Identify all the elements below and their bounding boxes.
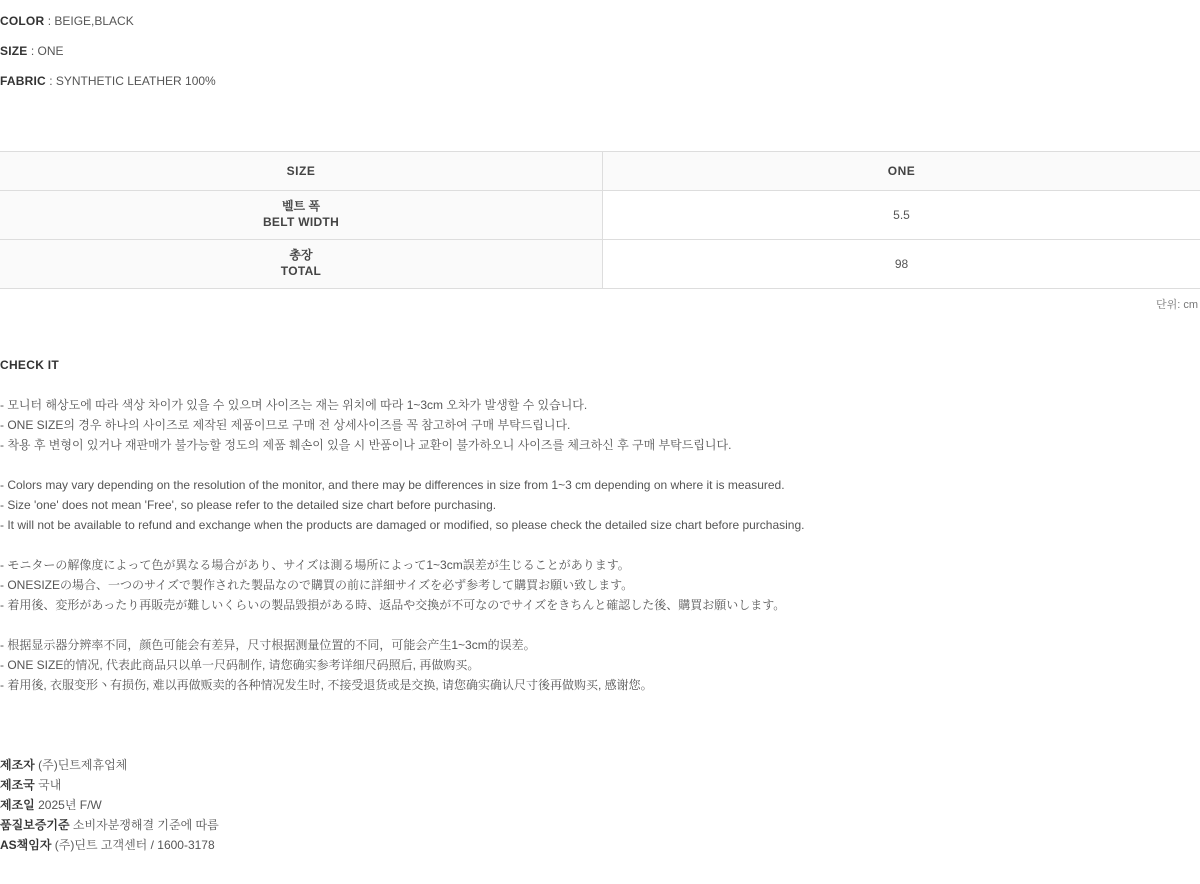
spec-row-fabric <box>0 66 1200 96</box>
maker-value-date: 2025년 F/W <box>38 798 102 812</box>
note-line: - モニターの解像度によって色が異なる場合があり、サイズは測る場所によって1~3cm誤差が生じることがあります。 <box>0 558 630 572</box>
header-size-one: ONE <box>603 152 1200 191</box>
spec-value-color: : BEIGE,BLACK <box>47 14 134 28</box>
note-group-korean <box>0 395 1200 455</box>
maker-label-country: 제조국 <box>0 778 35 792</box>
spec-row-color <box>0 6 1200 36</box>
maker-value-manufacturer: (주)딘트제휴업체 <box>38 758 128 772</box>
header-size-label: SIZE <box>0 152 603 191</box>
note-line: - It will not be available to refund and exchange when the products are damaged or modified, so please check the detailed size chart before purchasing. <box>0 518 805 532</box>
note-line: - Colors may vary depending on the resolution of the monitor, and there may be differences in size from 1~3 cm depending on where it is measured. <box>0 478 785 492</box>
maker-value-as-contact: (주)딘트 고객센터 / 1600-3178 <box>54 838 215 852</box>
note-line: - 모니터 해상도에 따라 색상 차이가 있을 수 있으며 사이즈는 재는 위치에 따라 1~3cm 오차가 발생할 수 있습니다. <box>0 398 588 412</box>
row-label-total-en: TOTAL <box>280 264 322 278</box>
table-row <box>0 240 1200 289</box>
spec-label-size: SIZE <box>0 44 28 58</box>
note-line: - ONE SIZE的情况, 代表此商品只以单一尺码制作, 请您确实参考详细尺码照后, 再做购买。 <box>0 658 480 672</box>
check-it-section <box>0 355 1200 695</box>
row-label-belt-width-ko: 벨트 폭 <box>281 199 321 213</box>
maker-row-date <box>0 795 1200 815</box>
row-label-total <box>0 240 603 289</box>
maker-label-as-contact: AS책임자 <box>0 838 52 852</box>
spec-value-fabric: : SYNTHETIC LEATHER 100% <box>49 74 216 88</box>
maker-label-manufacturer: 제조자 <box>0 758 35 772</box>
note-line: - ONE SIZE의 경우 하나의 사이즈로 제작된 제품이므로 구매 전 상세사이즈를 꼭 참고하여 구매 부탁드립니다. <box>0 418 571 432</box>
size-chart-body <box>0 191 1200 289</box>
maker-row-as-contact <box>0 835 1200 855</box>
product-specs <box>0 0 1200 96</box>
size-unit-note: 단위: cm <box>1155 299 1198 311</box>
manufacturer-info <box>0 755 1200 855</box>
spec-label-fabric: FABRIC <box>0 74 46 88</box>
maker-value-warranty: 소비자분쟁해결 기준에 따름 <box>72 818 219 832</box>
maker-value-country: 국내 <box>38 778 62 792</box>
maker-row-manufacturer <box>0 755 1200 775</box>
size-chart-table <box>0 151 1200 289</box>
spec-value-size: : ONE <box>30 44 64 58</box>
row-label-belt-width-en: BELT WIDTH <box>262 215 340 229</box>
size-chart-section <box>0 151 1200 312</box>
size-chart-head <box>0 152 1200 191</box>
note-line: - ONESIZEの場合、一つのサイズで製作された製品なので購買の前に詳細サイズを必ず参考して購買お願い致します。 <box>0 578 634 592</box>
note-line: - 着用後、変形があったり再販売が難しいくらいの製品毀損がある時、返品や交換が不可なのでサイズをきちんと確認した後、購買お願いします。 <box>0 598 786 612</box>
note-group-chinese <box>0 635 1200 695</box>
note-line: - 着用後, 衣服变形丶有损伤, 难以再做贩卖的各种情况发生时, 不接受退货或是交换, 请您确实确认尺寸後再做购买, 感谢您。 <box>0 678 653 692</box>
maker-label-warranty: 품질보증기준 <box>0 818 70 832</box>
maker-row-warranty <box>0 815 1200 835</box>
note-group-english <box>0 475 1200 535</box>
note-line: - 根据显示器分辨率不同，颜色可能会有差异，尺寸根据测量位置的不同，可能会产生1~3cm的误差。 <box>0 638 536 652</box>
note-line: - Size 'one' does not mean 'Free', so please refer to the detailed size chart before purchasing. <box>0 498 497 512</box>
maker-label-date: 제조일 <box>0 798 35 812</box>
spec-label-color: COLOR <box>0 14 45 28</box>
table-header-row <box>0 152 1200 191</box>
spec-row-size <box>0 36 1200 66</box>
row-value-total: 98 <box>603 240 1200 289</box>
note-line: - 착용 후 변형이 있거나 재판매가 불가능할 정도의 제품 훼손이 있을 시 반품이나 교환이 불가하오니 사이즈를 체크하신 후 구매 부탁드립니다. <box>0 438 732 452</box>
maker-row-country <box>0 775 1200 795</box>
row-value-belt-width: 5.5 <box>603 191 1200 240</box>
note-group-japanese <box>0 555 1200 615</box>
table-row <box>0 191 1200 240</box>
row-label-belt-width <box>0 191 603 240</box>
check-it-title: CHECK IT <box>0 358 60 372</box>
row-label-total-ko: 총장 <box>289 248 313 262</box>
